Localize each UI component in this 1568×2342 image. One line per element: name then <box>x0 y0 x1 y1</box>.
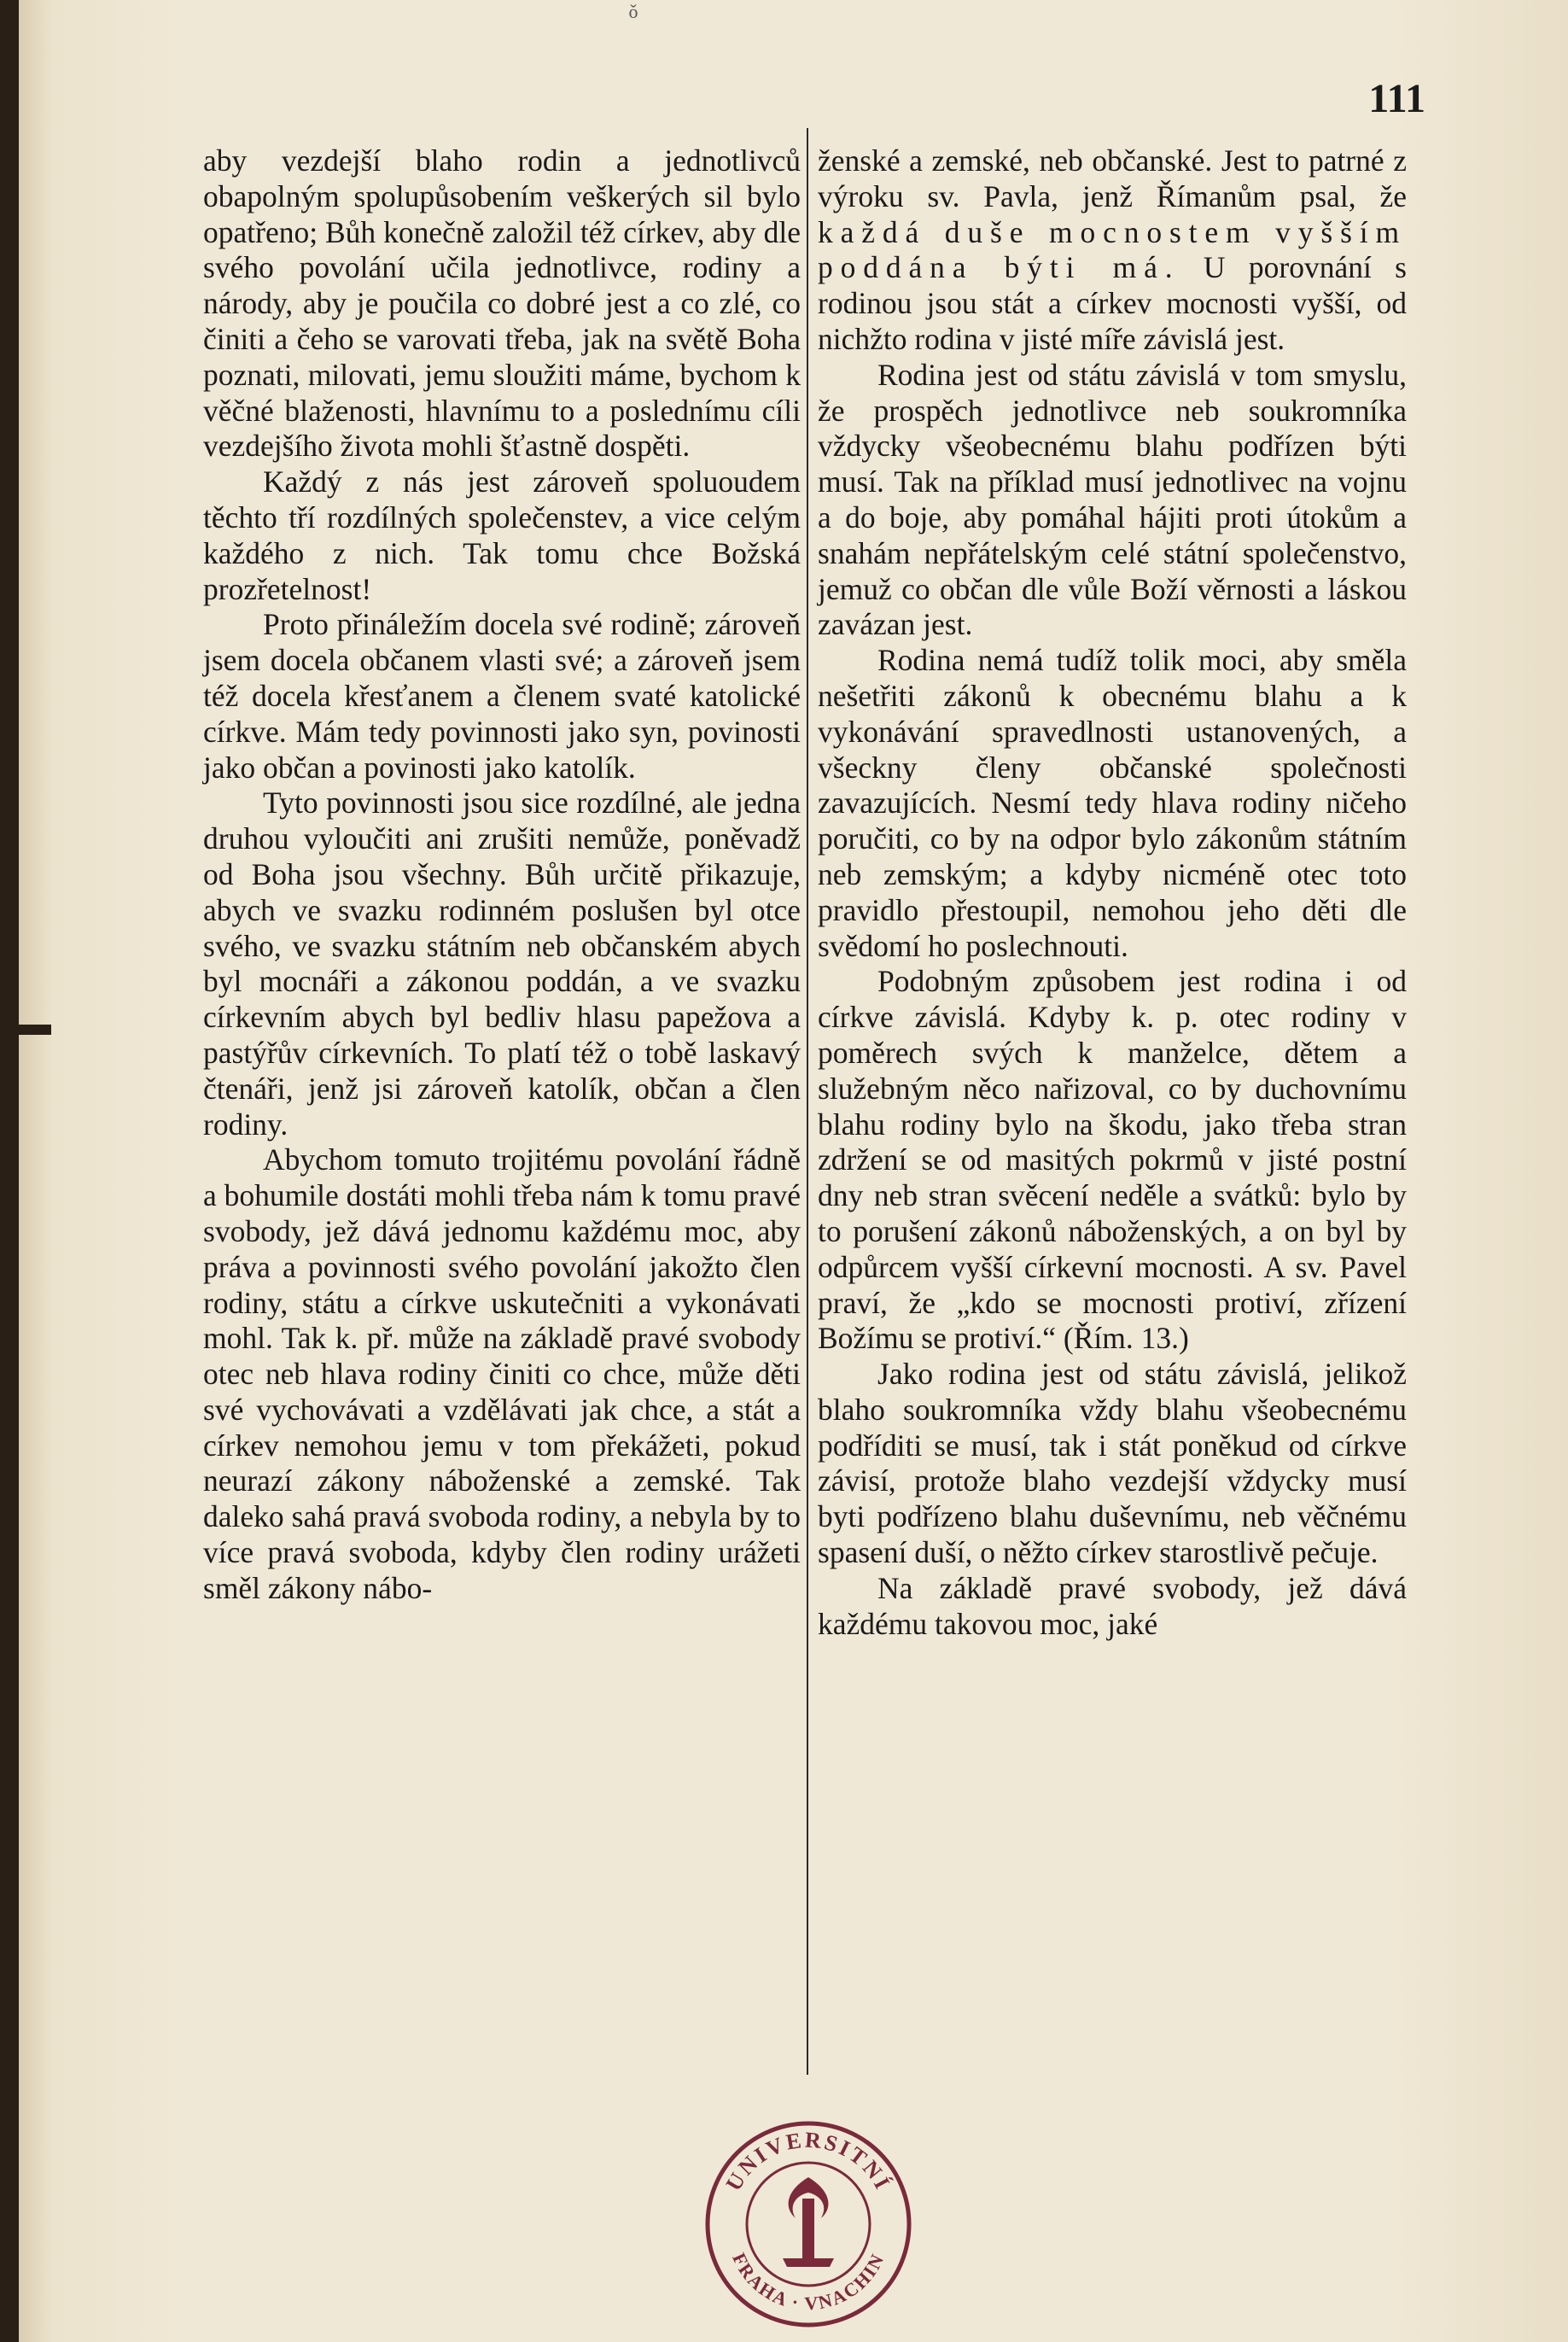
left-paragraph-1: aby vezdejší blaho rodin a jednotlivců obapolným spolupůsobením veškerých sil bylo opatřeno; Bůh konečně založil též církev, aby dle svého povolání učila jednotlivce, rodiny a národy, aby je poučila co dobré jest a co zlé, co činiti a čeho se varovati třeba, jak na světě Boha poznati, milovati, jemu sloužiti máme, bychom k věčné blaženosti, hlavnímu to a poslednímu cíli vezdejšího života mohli šťastně dospěti. <box>203 143 801 464</box>
right-paragraph-1 <box>818 143 1407 358</box>
right-paragraph-5: Jako rodina jest od státu závislá, jelikož blaho soukromníka vždy blahu všeobecnému podříditi se musí, tak i stát poněkud od církve závisí, protože blaho vezdejší vždycky musí byti podřízeno blahu duševnímu, neb věčnému spasení duší, o něžto církev starostlivě pečuje. <box>818 1357 1407 1570</box>
left-paragraph-2: Každý z nás jest zároveň spoluoudem těchto tří rozdílných společenstev, a vice celým každého z nich. Tak tomu chce Božská prozřetelnost! <box>203 464 801 606</box>
page-number: 111 <box>1368 76 1425 121</box>
left-column <box>203 143 801 1607</box>
spaced-quote: každá duše mocnostem vyšším poddána býti má. <box>818 214 1407 285</box>
library-stamp-icon <box>702 2117 915 2331</box>
stamp-top-text: UNIVERSITNÍ <box>720 2127 896 2195</box>
right-paragraph-2: Rodina jest od státu závislá v tom smyslu, že prospěch jednotlivce neb soukromníka vždycky všeobecnému blahu podřízen býti musí. Tak na příklad musí jednotlivec na vojnu a do boje, aby pomáhal hájiti proti útokům a snahám nepřátelským celé státní společenstvo, jemuž co občan dle vůle Boží věrnosti a láskou zavázan jest. <box>818 357 1407 642</box>
right-paragraph-6: Na základě pravé svobody, jež dává každému takovou moc, jaké <box>818 1570 1407 1641</box>
right-paragraph-4: Podobným způsobem jest rodina i od církve závislá. Kdyby k. p. otec rodiny v poměrech svých k manželce, dětem a služebným něco nařizoval, co by duchovnímu blahu rodiny bylo na škodu, jako třeba stran zdržení se od masitých pokrmů v jisté postní dny neb stran svěcení neděle a svátků: bylo by to porušení zákonů náboženských, a on byl by odpůrcem vyšší církevní mocnosti. A sv. Pavel praví, že „kdo se mocnosti protiví, zřízení Božímu se protiví.“ (Řím. 13.) <box>818 964 1407 1356</box>
right-column <box>818 143 1407 1642</box>
right-paragraph-1-start: ženské a zemské, neb občanské. Jest to patrné z výroku sv. Pavla, jenž Římanům psal, že <box>818 143 1407 213</box>
column-divider <box>807 128 808 2075</box>
book-page <box>19 0 1568 2342</box>
left-paragraph-3: Proto přináležím docela své rodině; zároveň jsem docela občanem vlasti své; a zároveň jsem též docela křesťanem a členem svaté katolické církve. Mám tedy povinnosti jako syn, povinosti jako občan a povinosti jako katolík. <box>203 607 801 785</box>
left-paragraph-4: Tyto povinnosti jsou sice rozdílné, ale jedna druhou vyloučiti ani zrušiti nemůže, poněvadž od Boha jsou všechny. Bůh určitě přikazuje, abych ve svazku rodinném poslušen byl otce svého, ve svazku státním neb občanském abych byl mocnáři a zákonou poddán, a ve svazku církevním abych byl bedliv hlasu papežova a pastýřův církevních. To platí též o tobě laskavý čtenáři, jenž jsi zároveň katolík, občan a člen rodiny. <box>203 786 801 1142</box>
right-paragraph-1-end: U porovnání s rodinou jsou stát a církev mocnosti vyšší, od nichžto rodina v jisté míře závislá jest. <box>818 250 1407 356</box>
top-mark: ǒ <box>628 1 638 22</box>
stamp-emblem-icon <box>783 2177 834 2267</box>
binding-mark <box>0 1025 51 1035</box>
left-paragraph-5: Abychom tomuto trojitému povolání řádně a bohumile dostáti mohli třeba nám k tomu pravé svobody, jež dává jednomu každému moc, aby práva a povinnosti svého povolání jakožto člen rodiny, státu a církve uskutečniti a vykonávati mohl. Tak k. př. může na základě pravé svobody otec neb hlava rodiny činiti co chce, může děti své vychovávati a vzdělávati jak chce, a stát a církev nemohou jemu v tom překážeti, pokud neurazí zákony náboženské a zemské. Tak daleko sahá pravá svoboda rodiny, a nebyla by to více pravá svoboda, kdyby člen rodiny urážeti směl zákony nábo- <box>203 1142 801 1605</box>
right-paragraph-3: Rodina nemá tudíž tolik moci, aby směla nešetřiti zákonů k obecnému blahu a k vykonávání spravedlnosti ustanovených, a všeckny členy občanské společnosti zavazujících. Nesmí tedy hlava rodiny ničeho poručiti, co by na odpor bylo zákonům státním neb zemským; a kdyby nicméně otec toto pravidlo přestoupil, nemohou jeho děti dle svědomí ho poslechnouti. <box>818 643 1407 963</box>
stamp-bottom-text: FRAHA · VNACHIN <box>728 2249 889 2315</box>
